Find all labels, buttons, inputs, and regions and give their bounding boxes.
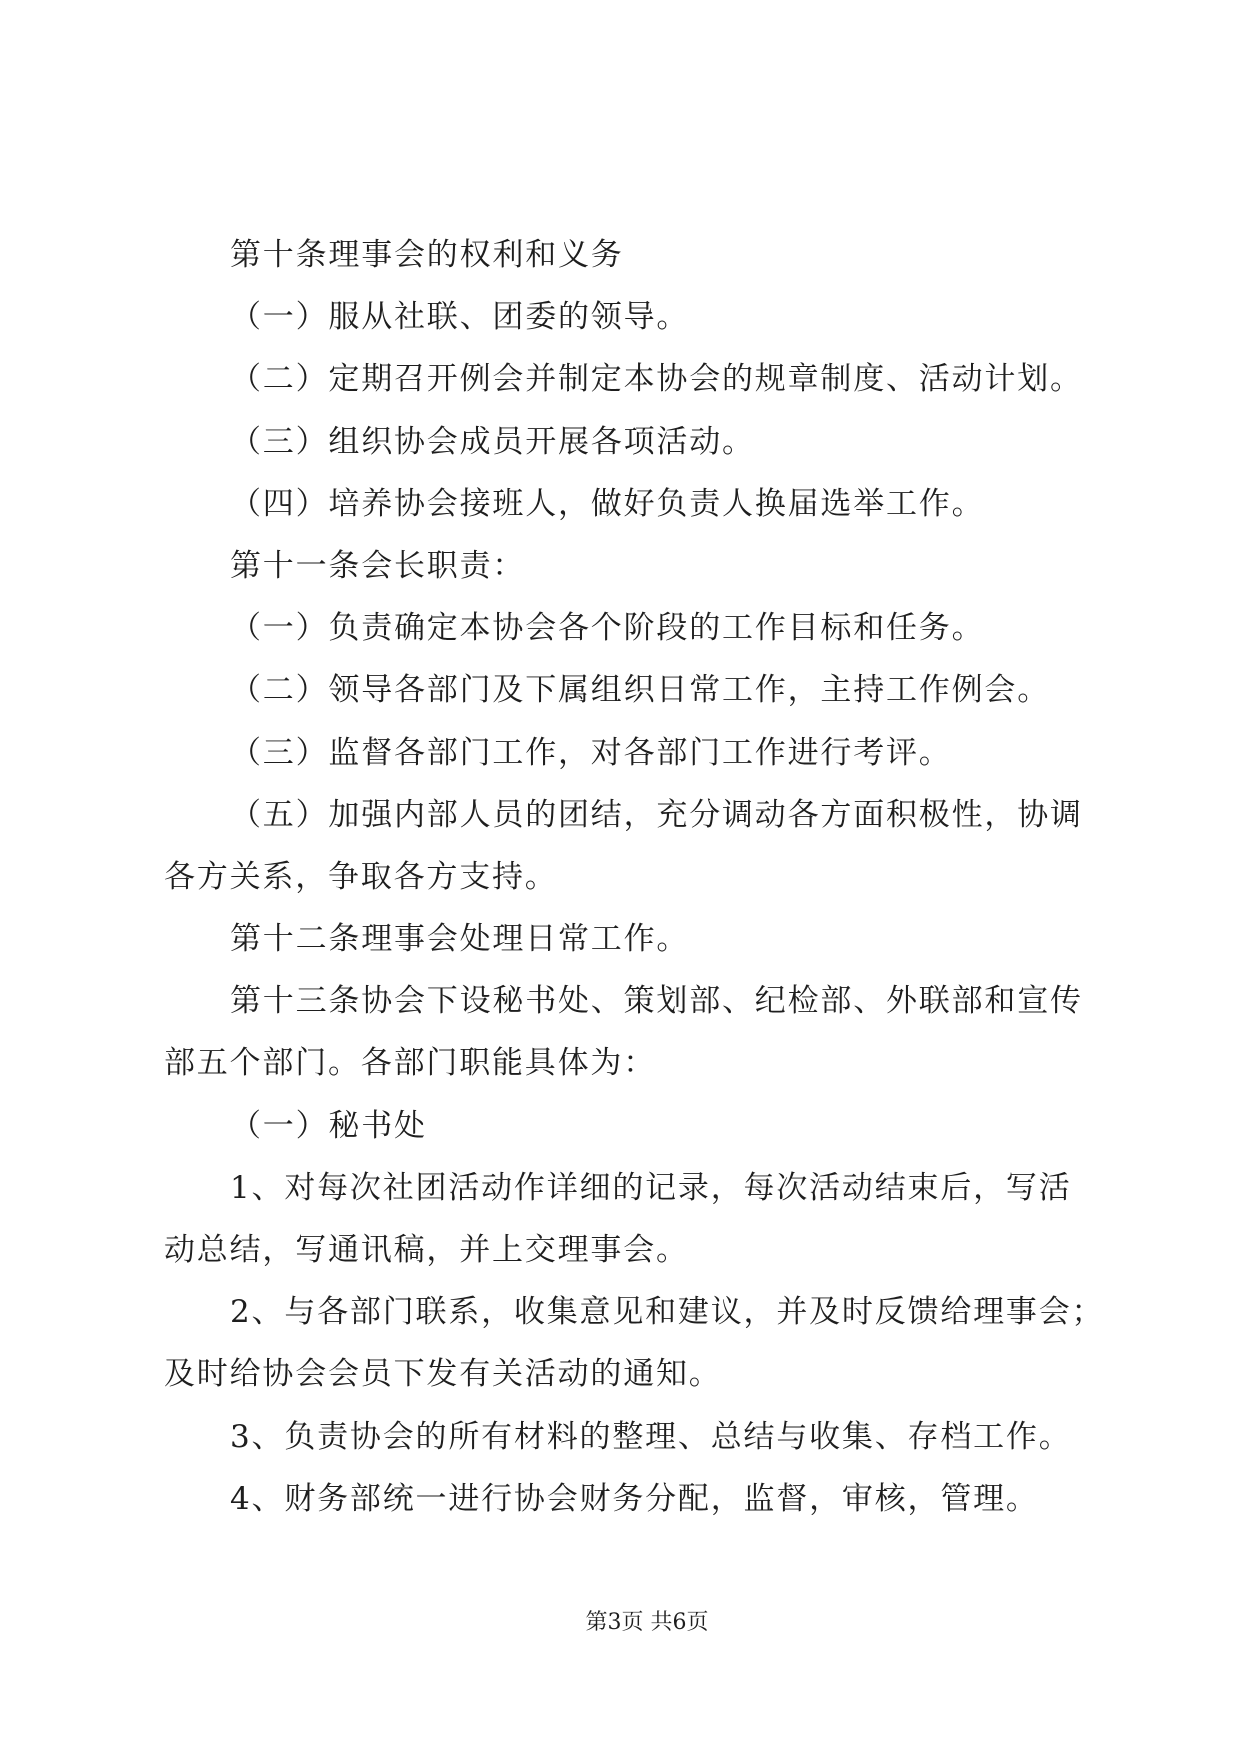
paragraph-line: 2、与各部门联系，收集意见和建议，并及时反馈给理事会； [230,1294,1105,1331]
paragraph-line: 第十二条理事会处理日常工作。 [230,921,690,958]
list-item [0,411,1241,473]
paragraph-line: （一）秘书处 [230,1107,427,1144]
list-item [0,722,1241,784]
paragraph-line: 第十条理事会的权利和义务 [230,237,624,273]
list-item [0,784,1241,908]
article-12-text [0,908,1241,970]
article-11-heading [0,535,1241,597]
paragraph-line: （二）定期召开例会并制定本协会的规章制度、活动计划。 [230,361,1083,398]
paragraph-line: （四）培养协会接班人，做好负责人换届选举工作。 [230,485,985,522]
paragraph-line: （一）负责确定本协会各个阶段的工作目标和任务。 [230,610,985,647]
list-item [0,348,1241,410]
paragraph-line: 4、财务部统一进行协会财务分配，监督，审核，管理。 [230,1480,1039,1517]
paragraph-line: 各方关系，争取各方支持。 [164,858,558,895]
paragraph-line: 部五个部门。各部门职能具体为： [164,1045,656,1082]
paragraph-line: （五）加强内部人员的团结，充分调动各方面积极性，协调 [230,796,1083,833]
list-item [0,1468,1241,1530]
list-item [0,1281,1241,1405]
paragraph-line: 第十三条协会下设秘书处、策划部、纪检部、外联部和宣传 [230,983,1083,1020]
article-13-text [0,970,1241,1094]
list-item [0,286,1241,348]
paragraph-line: 1、对每次社团活动作详细的记录，每次活动结束后，写活 [230,1169,1072,1206]
list-item [0,1157,1241,1281]
paragraph-line: （三）监督各部门工作，对各部门工作进行考评。 [230,734,952,771]
article-10-heading [0,224,1241,286]
list-item [0,659,1241,721]
paragraph-line: 3、负责协会的所有材料的整理、总结与收集、存档工作。 [230,1418,1072,1455]
paragraph-line: 动总结，写通讯稿，并上交理事会。 [164,1232,689,1268]
paragraph-line: （一）服从社联、团委的领导。 [230,299,690,336]
list-item [0,597,1241,659]
paragraph-line: 第十一条会长职责： [230,547,526,584]
paragraph-line: （二）领导各部门及下属组织日常工作，主持工作例会。 [230,672,1050,709]
paragraph-line: （三）组织协会成员开展各项活动。 [230,423,755,460]
list-item [0,1406,1241,1468]
list-item [0,473,1241,535]
page-number-footer: 第3页 共6页 [585,1610,709,1635]
section-heading [0,1095,1241,1157]
document-body [0,224,1241,1530]
paragraph-line: 及时给协会会员下发有关活动的通知。 [164,1356,722,1393]
